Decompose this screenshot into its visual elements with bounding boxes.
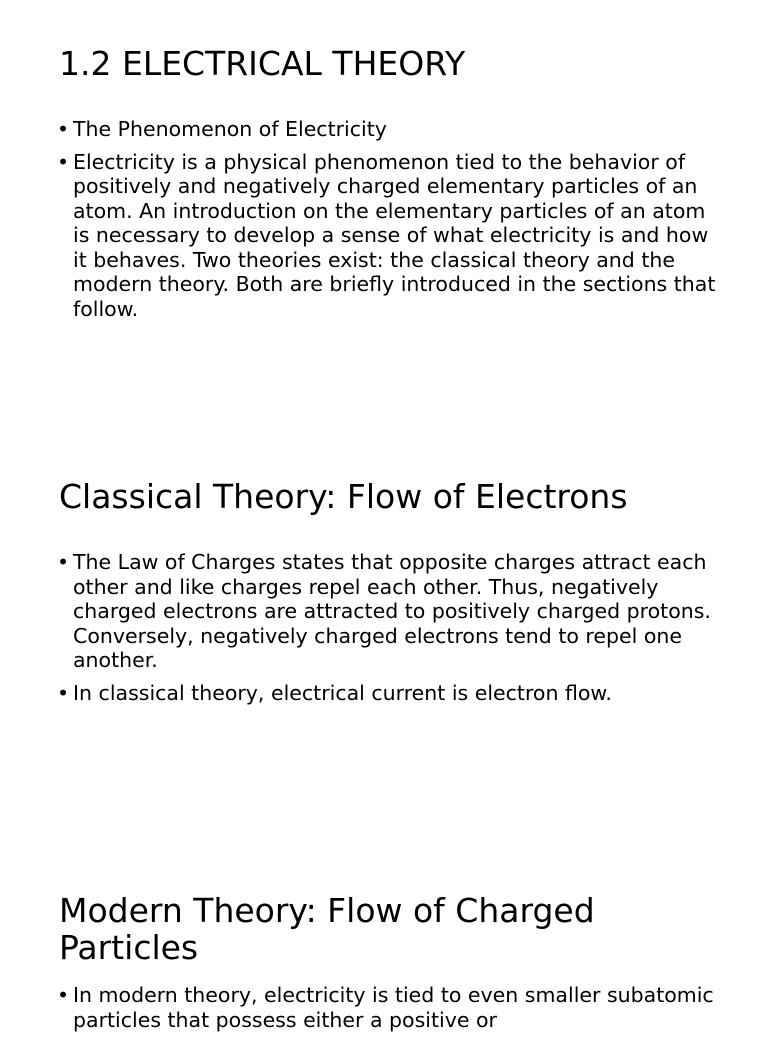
bullet-icon: •: [57, 550, 70, 574]
bullet-icon: •: [57, 149, 70, 174]
section-title-electrical-theory: 1.2 ELECTRICAL THEORY: [59, 44, 466, 83]
list-item: [57, 117, 727, 142]
bullet-icon: •: [57, 117, 70, 141]
list-item: [57, 150, 727, 322]
bullet-text: The Phenomenon of Electricity: [73, 117, 387, 141]
section-title-classical-theory: Classical Theory: Flow of Electrons: [59, 477, 628, 516]
list-item: [57, 681, 727, 706]
bullet-list-modern-theory: [57, 983, 727, 1040]
bullet-text: Electricity is a physical phenomenon tied to the behavior of positively and negatively charged elementary particles of an atom. An introduction on the elementary particles of an atom is necessary to develop a sense of what electricity is and how it behaves. Two theories exist: the classical theory and the modern theory. Both are briefly introduced in the sections that follow.: [73, 149, 716, 321]
bullet-icon: •: [57, 983, 70, 1007]
bullet-text: In modern theory, electricity is tied to even smaller subatomic particles that possess either a positive or: [73, 983, 714, 1032]
bullet-icon: •: [57, 680, 70, 705]
bullet-list-classical-theory: [57, 550, 727, 713]
list-item: [57, 550, 727, 673]
bullet-text: In classical theory, electrical current is electron flow.: [73, 680, 612, 705]
bullet-text: The Law of Charges states that opposite charges attract each other and like charges repel each other. Thus, negatively charged electrons are attracted to positively charged protons. Conversely, negatively charged electrons tend to repel one another.: [73, 550, 711, 672]
section-title-modern-theory: Modern Theory: Flow of Charged Particles: [59, 891, 595, 967]
bullet-list-electrical-theory: [57, 117, 727, 329]
list-item: [57, 983, 727, 1032]
